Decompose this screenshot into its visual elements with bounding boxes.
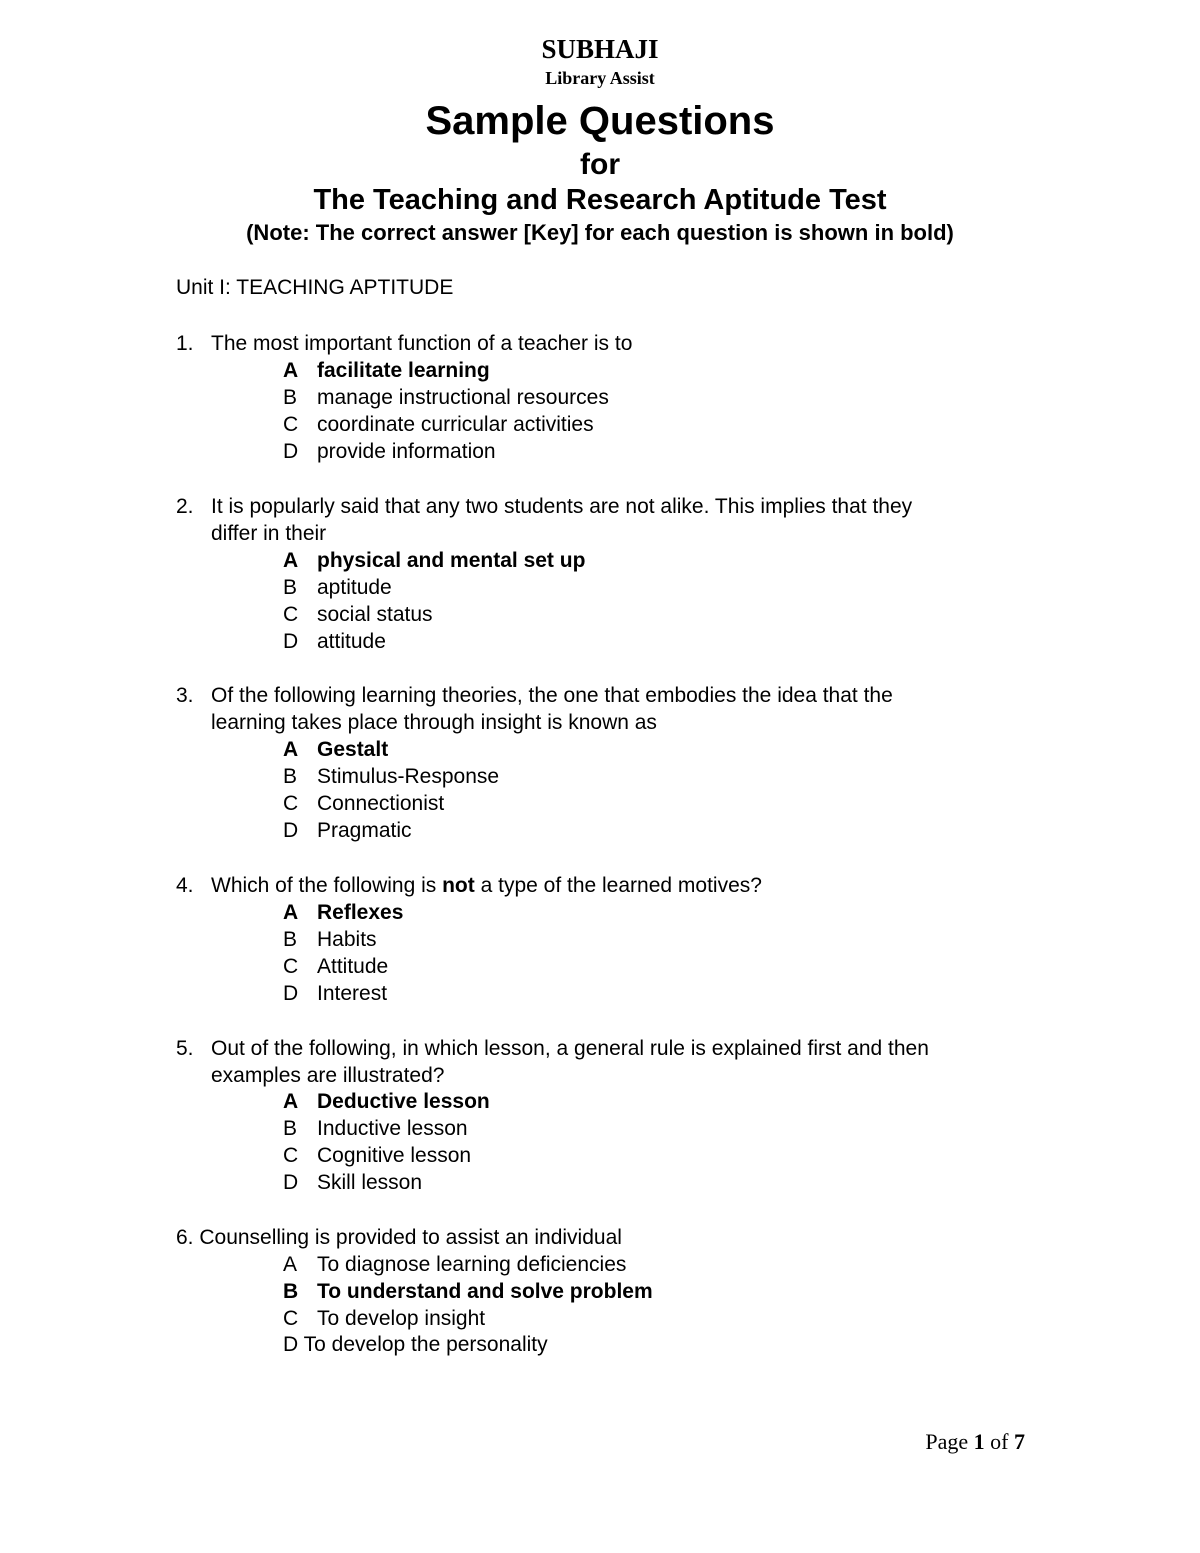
option-text: Deductive lesson	[317, 1090, 490, 1113]
question-text: examples are illustrated?	[211, 1064, 445, 1087]
question-text: 6. Counselling is provided to assist an individual	[176, 1226, 622, 1249]
option-letter: B	[283, 928, 298, 951]
option-text: coordinate curricular activities	[317, 413, 594, 436]
emphasis-not: not	[442, 874, 475, 897]
question-text: The most important function of a teacher is to	[211, 332, 633, 355]
option-letter: D	[283, 1333, 299, 1356]
option-text: attitude	[317, 630, 386, 653]
option-letter: D	[283, 630, 299, 653]
option-letter: A	[283, 1253, 298, 1276]
brand-subtitle: Library Assist	[545, 68, 655, 88]
option-letter: B	[283, 1117, 298, 1140]
option-text: aptitude	[317, 576, 392, 599]
option-text: Pragmatic	[317, 819, 412, 842]
page-number	[925, 1429, 1025, 1455]
question-text: learning takes place through insight is known as	[211, 711, 657, 734]
option-text: Habits	[317, 928, 377, 951]
option-letter: C	[283, 955, 299, 978]
option-letter: A	[283, 1090, 299, 1113]
option-text: To diagnose learning deficiencies	[317, 1253, 627, 1276]
question-text: differ in their	[211, 522, 327, 545]
option-text: manage instructional resources	[317, 386, 609, 409]
brand-name: SUBHAJI	[541, 34, 659, 64]
test-title: The Teaching and Research Aptitude Test	[313, 184, 887, 216]
page-label: Page	[925, 1429, 974, 1454]
option-text: To understand and solve problem	[317, 1280, 653, 1303]
question-number: 2.	[176, 495, 194, 518]
option-letter: A	[283, 549, 299, 572]
option-letter: B	[283, 765, 298, 788]
option-letter: C	[283, 413, 299, 436]
option-letter: C	[283, 1144, 299, 1167]
question-number: 4.	[176, 874, 194, 897]
option-letter: C	[283, 1307, 299, 1330]
option-letter: B	[283, 576, 298, 599]
question-text	[211, 872, 762, 899]
option-text: Reflexes	[317, 901, 404, 924]
question-text-start: Which of the following is	[211, 874, 443, 897]
option-text: Interest	[317, 982, 388, 1005]
option-letter: C	[283, 792, 299, 815]
question-number: 5.	[176, 1037, 194, 1060]
option-letter: B	[283, 386, 298, 409]
option-text: Inductive lesson	[317, 1117, 468, 1140]
option-text: provide information	[317, 440, 496, 463]
option-text: Cognitive lesson	[317, 1144, 472, 1167]
option-text: Gestalt	[317, 738, 389, 761]
option-text: Stimulus-Response	[317, 765, 500, 788]
unit-heading: Unit I: TEACHING APTITUDE	[176, 276, 454, 299]
question-text-end: a type of the learned motives?	[474, 874, 762, 897]
option-text: physical and mental set up	[317, 549, 586, 572]
page-of: of	[984, 1429, 1014, 1454]
option-letter: B	[283, 1280, 299, 1303]
option-text: Skill lesson	[317, 1171, 423, 1194]
option-letter: A	[283, 901, 299, 924]
question-text: It is popularly said that any two students are not alike. This implies that they	[211, 495, 913, 518]
option-letter: D	[283, 1171, 299, 1194]
option-letter: A	[283, 359, 299, 382]
question-text: Of the following learning theories, the one that embodies the idea that the	[211, 684, 893, 707]
title-for: for	[580, 148, 620, 181]
option-letter: A	[283, 738, 299, 761]
option-letter: D	[283, 982, 299, 1005]
answer-key-note: (Note: The correct answer [Key] for each question is shown in bold)	[246, 220, 954, 245]
option-text: To develop the personality	[303, 1333, 548, 1356]
page-total: 7	[1014, 1429, 1025, 1454]
option-text: facilitate learning	[317, 359, 490, 382]
page-title: Sample Questions	[425, 99, 775, 143]
option-letter: D	[283, 440, 299, 463]
question-number: 1.	[176, 332, 194, 355]
question-number: 3.	[176, 684, 194, 707]
option-text: Connectionist	[317, 792, 445, 815]
question-text: Out of the following, in which lesson, a general rule is explained first and then	[211, 1037, 929, 1060]
option-letter: D	[283, 819, 299, 842]
option-text: social status	[317, 603, 433, 626]
page-current: 1	[973, 1429, 985, 1454]
option-text: Attitude	[317, 955, 389, 978]
option-letter: C	[283, 603, 299, 626]
option-d	[283, 1331, 548, 1358]
option-text: To develop insight	[317, 1307, 486, 1330]
